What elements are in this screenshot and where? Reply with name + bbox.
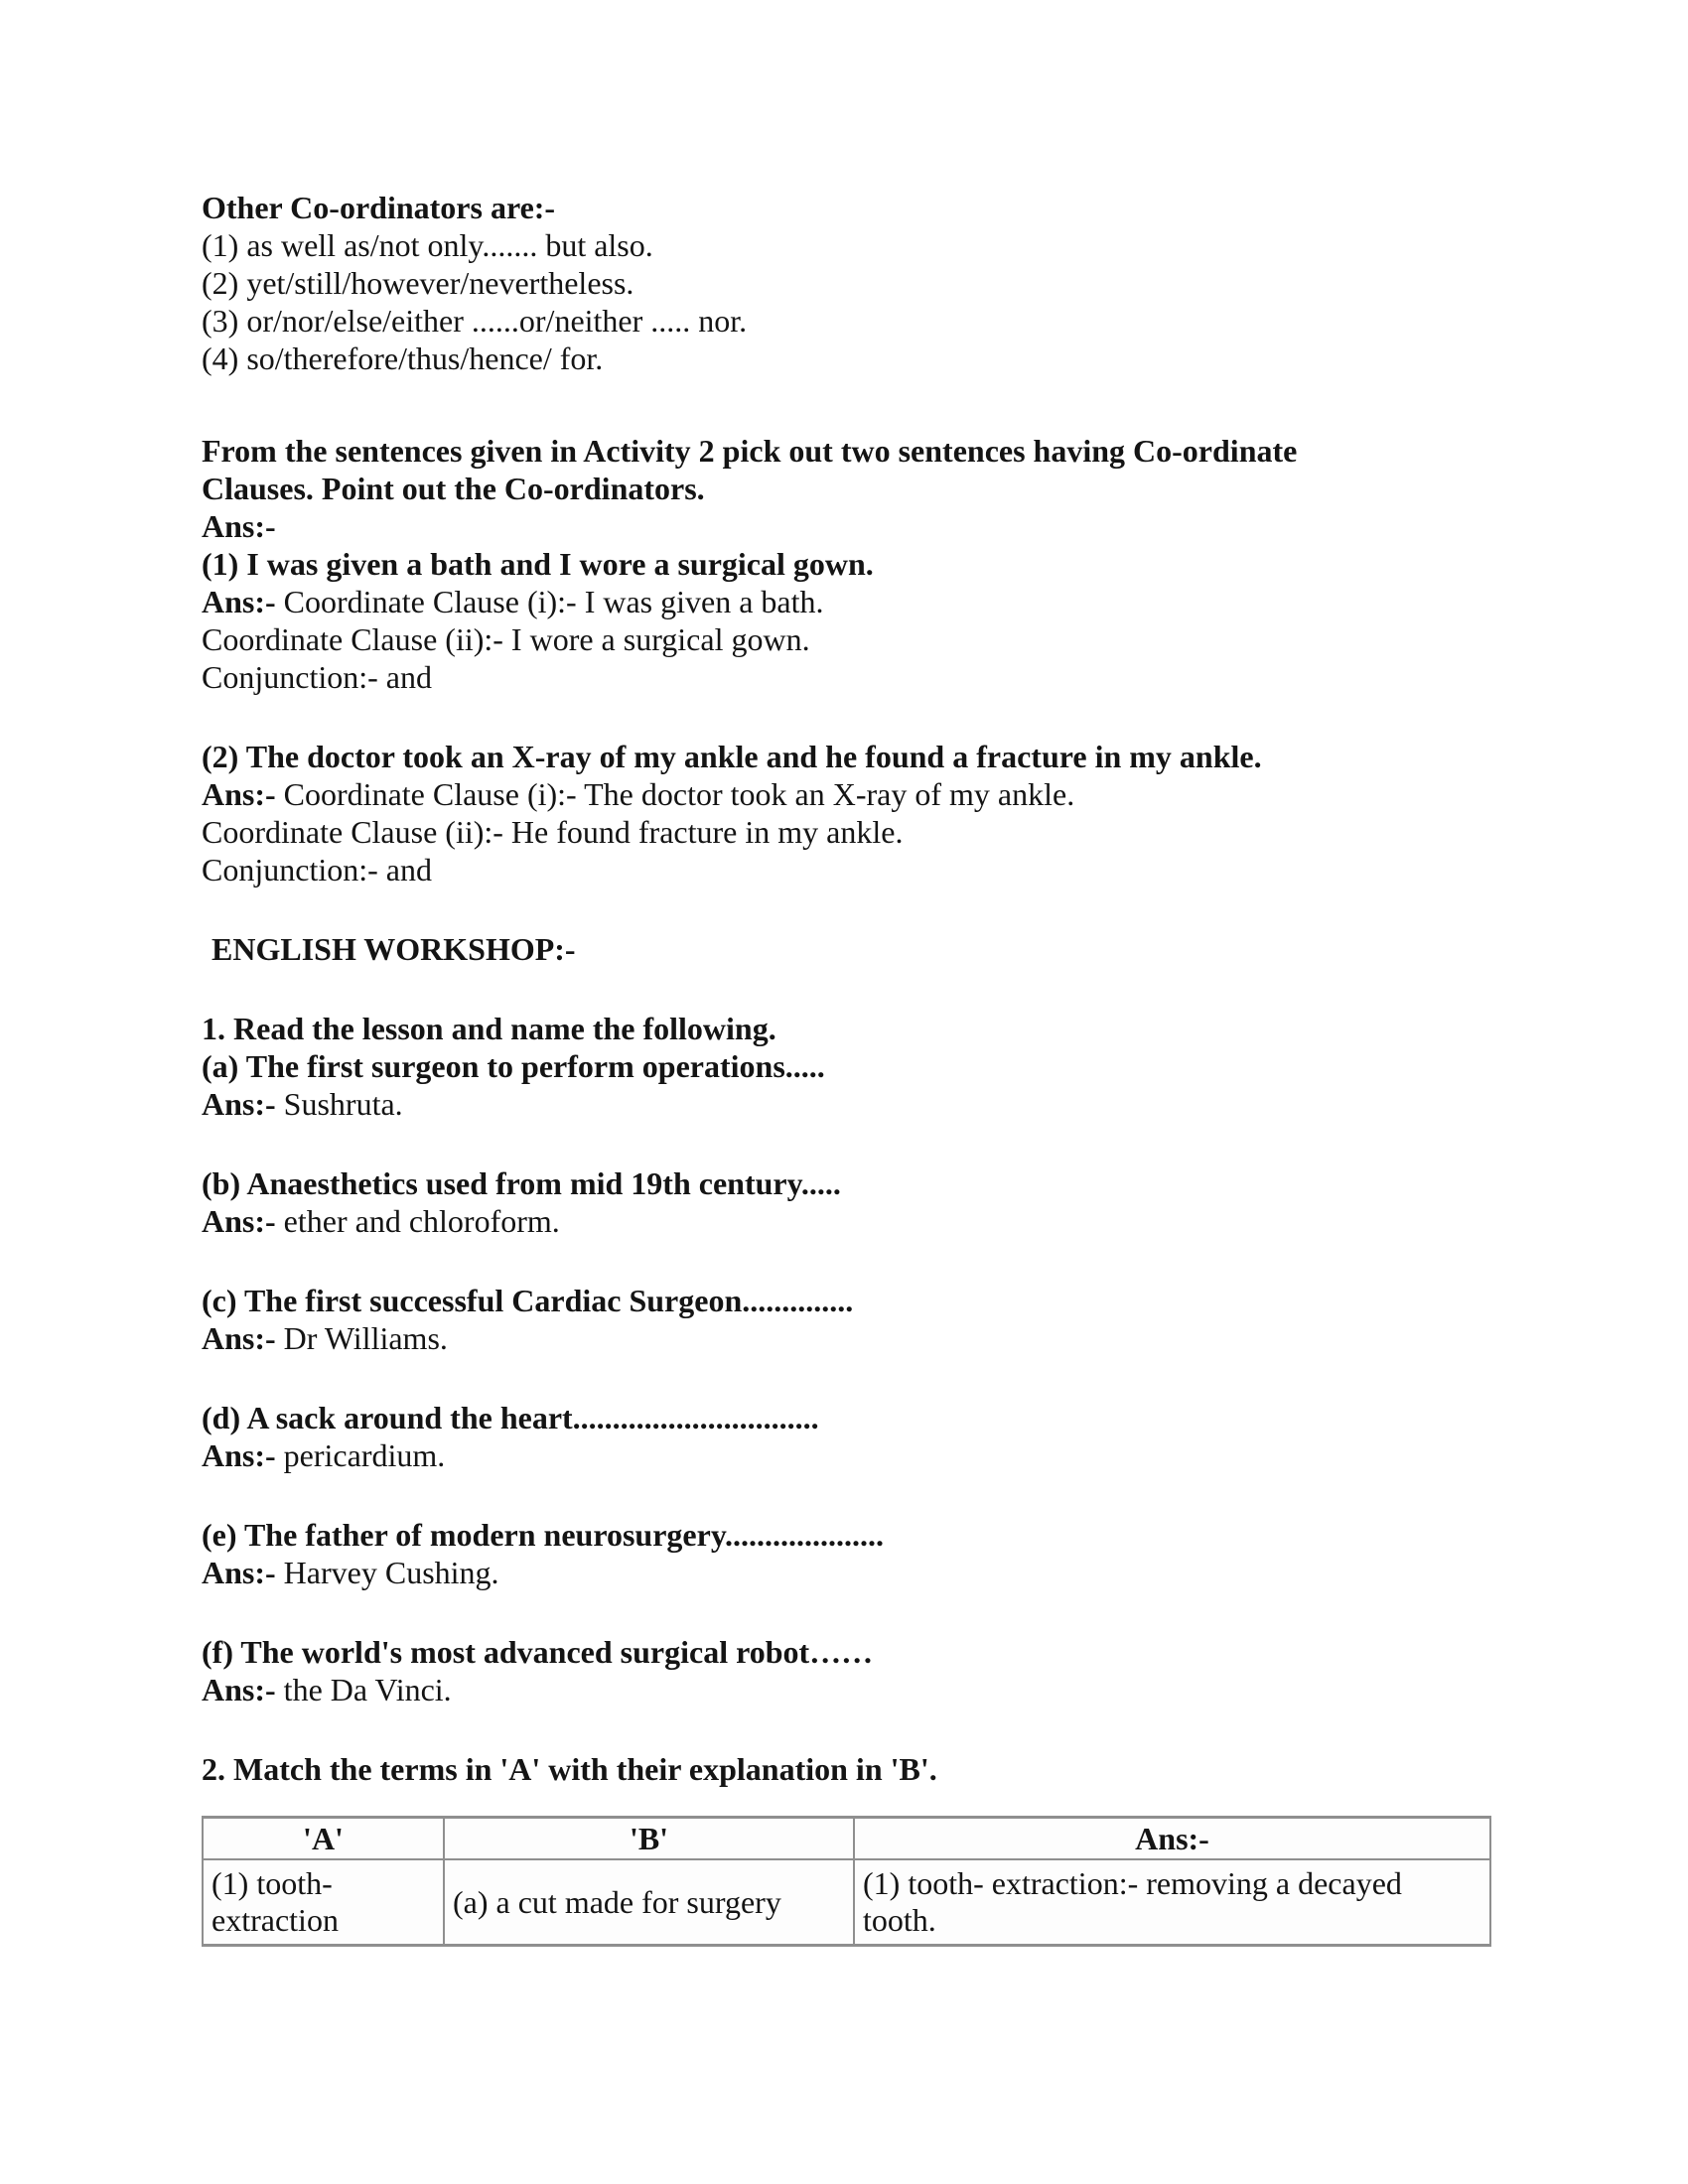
sentence-2-clause-2: Coordinate Clause (ii):- He found fracture in my ankle. xyxy=(202,814,904,850)
q1-item-a-answer-text: Sushruta. xyxy=(275,1086,403,1122)
sentence-2-statement: (2) The doctor took an X-ray of my ankle and he found a fracture in my ankle. xyxy=(202,739,1262,774)
match-table-header-row xyxy=(203,1818,1490,1860)
q1-item-b-question: (b) Anaesthetics used from mid 19th century..... xyxy=(202,1165,841,1201)
ans-prefix: Ans:- xyxy=(202,1203,276,1239)
coordinator-item-4: (4) so/therefore/thus/hence/ for. xyxy=(202,341,604,376)
table-row xyxy=(203,1859,1490,1946)
ans-prefix: Ans:- xyxy=(202,1320,276,1356)
q1-item-c-answer-text: Dr Williams. xyxy=(275,1320,448,1356)
ans-prefix: Ans:- xyxy=(202,1086,276,1122)
sentence-1-conjunction: Conjunction:- and xyxy=(202,659,432,695)
q1-item-d-answer-text: pericardium. xyxy=(275,1437,446,1473)
sentence-1-clause-1: Coordinate Clause (i):- I was given a bath. xyxy=(275,584,824,619)
coordinator-item-2: (2) yet/still/however/nevertheless. xyxy=(202,265,634,301)
q1-item-e-section xyxy=(202,1516,1489,1591)
coordinator-item-3: (3) or/nor/else/either ......or/neither ..... nor. xyxy=(202,303,748,339)
sentence-2-clause-1: Coordinate Clause (i):- The doctor took an X-ray of my ankle. xyxy=(275,776,1075,812)
workshop-q2-section xyxy=(202,1750,1489,1788)
ans-prefix: Ans:- xyxy=(202,584,276,619)
activity-question-line-2: Clauses. Point out the Co-ordinators. xyxy=(202,471,705,506)
q2-heading: 2. Match the terms in 'A' with their explanation in 'B'. xyxy=(202,1751,937,1787)
q1-item-f-question: (f) The world's most advanced surgical robot…… xyxy=(202,1634,874,1670)
q1-item-b-answer-text: ether and chloroform. xyxy=(275,1203,560,1239)
match-table-header-a: 'A' xyxy=(203,1818,444,1860)
q1-item-b-answer xyxy=(202,1202,1489,1240)
sentence-1-answer xyxy=(202,583,1489,620)
q1-item-b-section xyxy=(202,1164,1489,1240)
match-table-cell-term: (1) tooth-extraction xyxy=(203,1859,444,1946)
q1-item-d-question: (d) A sack around the heart............................... xyxy=(202,1400,819,1435)
q1-item-e-answer-text: Harvey Cushing. xyxy=(275,1555,499,1590)
sentence-2-conjunction: Conjunction:- and xyxy=(202,852,432,887)
ans-prefix: Ans:- xyxy=(202,1672,276,1707)
q1-item-e-answer xyxy=(202,1554,1489,1591)
match-table-cell-explanation: (a) a cut made for surgery xyxy=(444,1859,854,1946)
q1-item-e-question: (e) The father of modern neurosurgery.................... xyxy=(202,1517,885,1553)
q1-item-c-section xyxy=(202,1282,1489,1357)
workshop-q1-section xyxy=(202,1010,1489,1123)
coordinators-heading: Other Co-ordinators are:- xyxy=(202,190,556,225)
q1-item-d-answer xyxy=(202,1436,1489,1474)
sentence-1-statement: (1) I was given a bath and I wore a surgical gown. xyxy=(202,546,874,582)
q1-item-f-answer xyxy=(202,1671,1489,1708)
sentence-1-clause-2: Coordinate Clause (ii):- I wore a surgical gown. xyxy=(202,621,810,657)
match-table-header-ans: Ans:- xyxy=(854,1818,1490,1860)
match-table-cell-answer: (1) tooth- extraction:- removing a decayed tooth. xyxy=(854,1859,1490,1946)
q1-item-c-question: (c) The first successful Cardiac Surgeon.............. xyxy=(202,1283,854,1318)
q1-item-d-section xyxy=(202,1399,1489,1474)
q1-item-a-answer xyxy=(202,1085,1489,1123)
ans-prefix: Ans:- xyxy=(202,776,276,812)
activity-question-line-1: From the sentences given in Activity 2 pick out two sentences having Co-ordinate xyxy=(202,433,1298,469)
q1-heading: 1. Read the lesson and name the following. xyxy=(202,1011,776,1046)
q1-item-a-question: (a) The first surgeon to perform operations..... xyxy=(202,1048,825,1084)
activity-ans-label: Ans:- xyxy=(202,508,276,544)
ans-prefix: Ans:- xyxy=(202,1437,276,1473)
ans-prefix: Ans:- xyxy=(202,1555,276,1590)
activity-question-section xyxy=(202,432,1489,696)
q1-item-f-answer-text: the Da Vinci. xyxy=(275,1672,452,1707)
q1-item-f-section xyxy=(202,1633,1489,1708)
match-table xyxy=(202,1816,1491,1947)
coordinator-item-1: (1) as well as/not only....... but also. xyxy=(202,227,653,263)
sentence-2-answer xyxy=(202,775,1489,813)
workshop-heading-section xyxy=(202,930,1489,968)
workshop-heading: ENGLISH WORKSHOP:- xyxy=(211,931,576,967)
match-table-header-b: 'B' xyxy=(444,1818,854,1860)
coordinators-section xyxy=(202,189,1489,377)
sentence-2-section xyxy=(202,738,1489,888)
q1-item-c-answer xyxy=(202,1319,1489,1357)
